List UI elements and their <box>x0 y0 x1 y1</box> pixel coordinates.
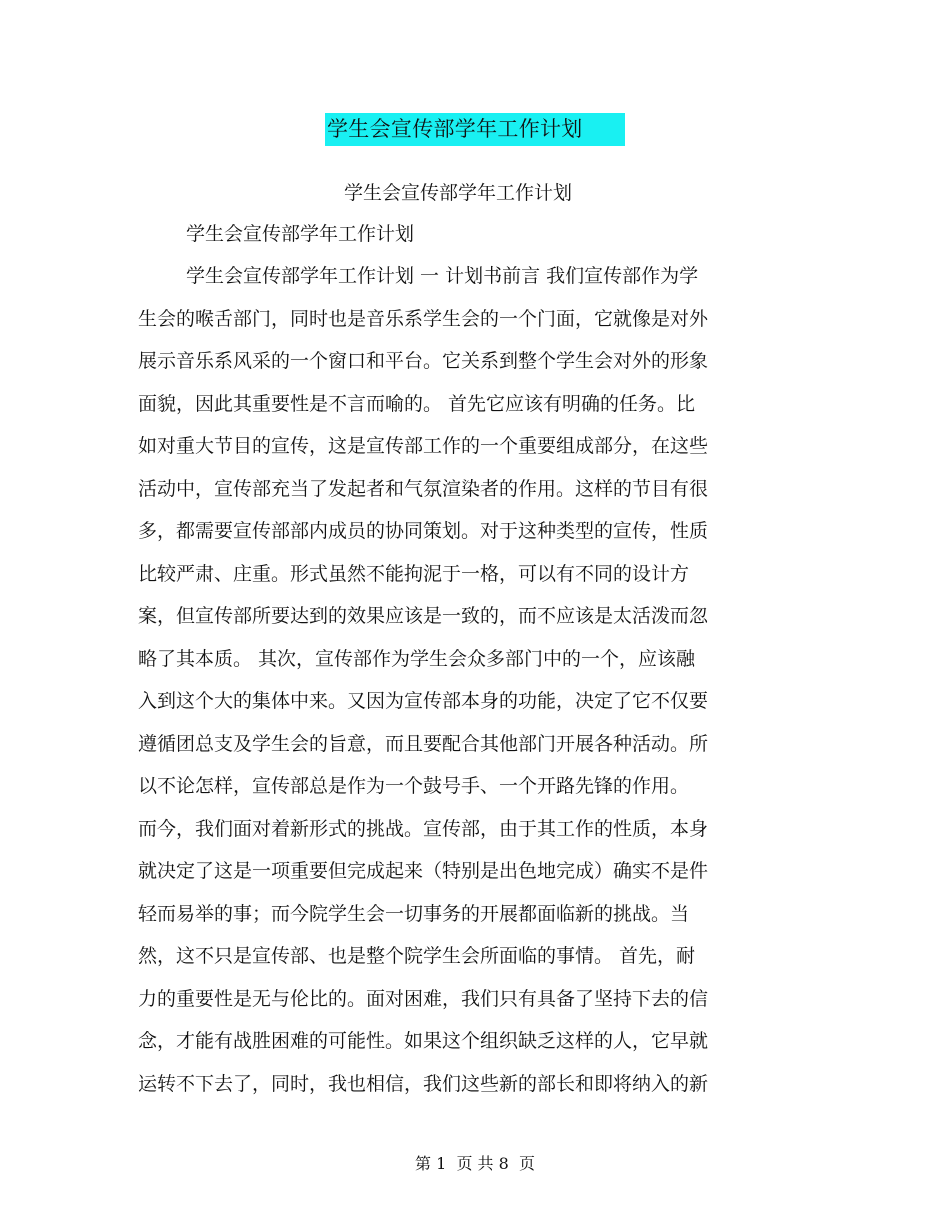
body-line: 念，才能有战胜困难的可能性。如果这个组织缺乏这样的人，它早就 <box>138 1030 709 1052</box>
body-line: 学生会宣传部学年工作计划 一 计划书前言 我们宣传部作为学 <box>186 265 699 287</box>
body-line: 入到这个大的集体中来。又因为宣传部本身的功能，决定了它不仅要 <box>138 690 709 712</box>
body-line: 面貌，因此其重要性是不言而喻的。 首先它应该有明确的任务。比 <box>138 392 696 415</box>
body-line: 活动中，宣传部充当了发起者和气氛渲染者的作用。这样的节目有很 <box>138 477 709 500</box>
body-line: 多，都需要宣传部部内成员的协同策划。对于这种类型的宣传，性质 <box>138 520 709 542</box>
body-line: 比较严肃、庄重。形式虽然不能拘泥于一格，可以有不同的设计方 <box>138 562 690 585</box>
body-line: 而今，我们面对着新形式的挑战。宣传部，由于其工作的性质，本身 <box>138 817 709 840</box>
body-line: 展示音乐系风采的一个窗口和平台。它关系到整个学生会对外的形象 <box>138 350 709 372</box>
body-line: 案，但宣传部所要达到的效果应该是一致的，而不应该是太活泼而忽 <box>138 605 709 627</box>
document-title: 学生会宣传部学年工作计划 <box>325 113 625 146</box>
body-line: 略了其本质。 其次，宣传部作为学生会众多部门中的一个，应该融 <box>138 647 696 670</box>
page-footer: 第 1 页 共 8 页 <box>415 1154 535 1173</box>
body-line: 运转不下去了，同时，我也相信，我们这些新的部长和即将纳入的新 <box>138 1072 709 1095</box>
body-line: 遵循团总支及学生会的旨意，而且要配合其他部门开展各种活动。所 <box>138 732 709 755</box>
body-line: 如对重大节目的宣传，这是宣传部工作的一个重要组成部分，在这些 <box>138 435 709 457</box>
body-line: 就决定了这是一项重要但完成起来（特别是出色地完成）确实不是件 <box>138 860 709 882</box>
document-subtitle: 学生会宣传部学年工作计划 <box>344 182 573 204</box>
body-line: 以不论怎样，宣传部总是作为一个鼓号手、一个开路先锋的作用。 <box>138 775 690 797</box>
body-line: 生会的喉舌部门，同时也是音乐系学生会的一个门面，它就像是对外 <box>138 307 709 330</box>
body-line: 轻而易举的事；而今院学生会一切事务的开展都面临新的挑战。当 <box>138 902 690 925</box>
body-line: 然，这不只是宣传部、也是整个院学生会所面临的事情。 首先，耐 <box>138 945 696 967</box>
indented-heading: 学生会宣传部学年工作计划 <box>186 223 415 245</box>
body-text <box>138 261 808 1111</box>
body-line: 力的重要性是无与伦比的。面对困难，我们只有具备了坚持下去的信 <box>138 987 709 1010</box>
